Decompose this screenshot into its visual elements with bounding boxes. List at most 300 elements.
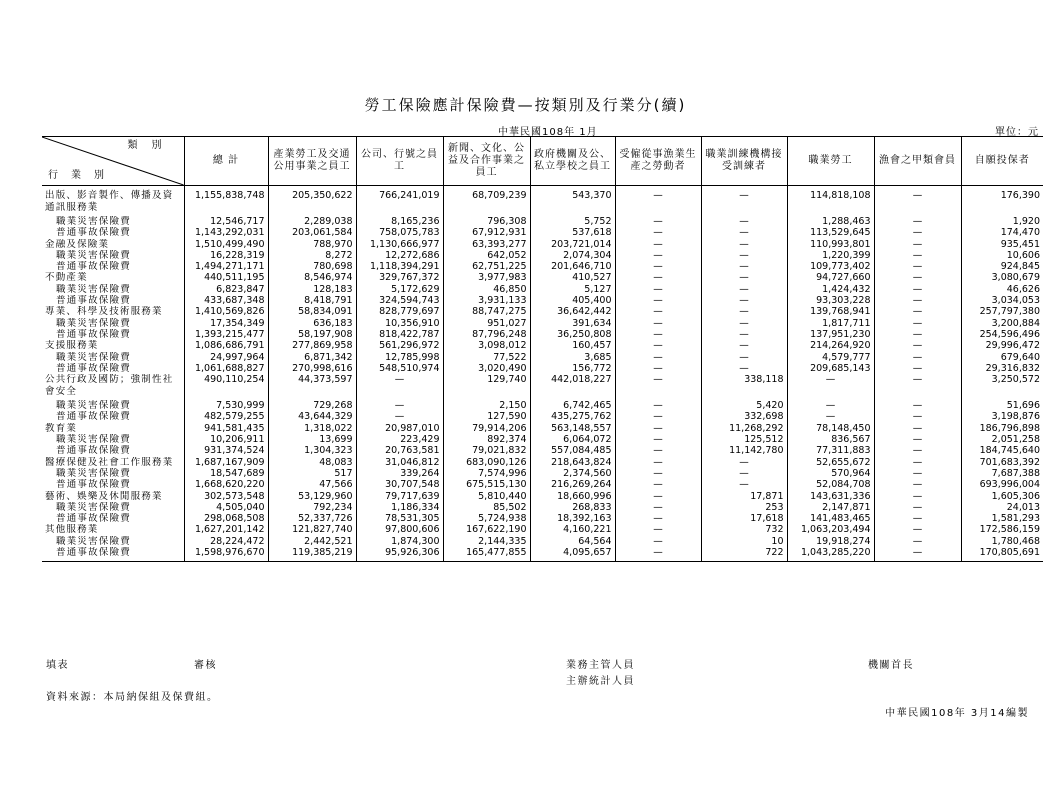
table-row xyxy=(42,227,1043,238)
table-cell: — xyxy=(615,272,701,283)
table-cell: 561,296,972 xyxy=(356,340,443,351)
table-cell: 3,098,012 xyxy=(443,340,530,351)
table-cell: 205,350,622 xyxy=(268,186,356,217)
table-cell: 892,374 xyxy=(443,434,530,445)
table-cell: 5,810,440 xyxy=(443,491,530,502)
table-cell: 482,579,255 xyxy=(184,411,268,422)
table-cell: — xyxy=(874,306,961,317)
table-cell: — xyxy=(701,318,787,329)
unit-label: 單位：元 xyxy=(995,127,1039,138)
table-cell: 94,727,660 xyxy=(787,272,874,283)
row-label: 普通事故保險費 xyxy=(56,295,131,307)
premium-table xyxy=(42,136,1043,562)
table-cell: 4,160,221 xyxy=(530,524,615,535)
table-cell: 405,400 xyxy=(530,295,615,306)
table-cell: 88,747,275 xyxy=(443,306,530,317)
table-cell: — xyxy=(874,363,961,374)
footer-review: 審核 xyxy=(194,660,217,671)
table-cell: 17,871 xyxy=(701,491,787,502)
col-header: 受僱從事漁業生產之勞動者 xyxy=(615,137,701,186)
table-cell: 324,594,743 xyxy=(356,295,443,306)
table-row xyxy=(42,491,1043,502)
footer-supervisor: 業務主管人員 xyxy=(566,660,635,671)
table-cell: 31,046,812 xyxy=(356,457,443,468)
table-cell: — xyxy=(874,491,961,502)
table-cell: — xyxy=(615,250,701,261)
table-cell: 113,529,645 xyxy=(787,227,874,238)
table-cell: 1,510,499,490 xyxy=(184,239,268,250)
table-row xyxy=(42,536,1043,547)
table-cell: 184,745,640 xyxy=(961,445,1043,456)
corner-industry-label: 行業別 xyxy=(48,170,117,181)
row-label: 職業災害保險費 xyxy=(56,351,131,363)
table-cell: — xyxy=(874,434,961,445)
table-cell: — xyxy=(615,400,701,411)
table-cell: 3,198,876 xyxy=(961,411,1043,422)
table-cell: — xyxy=(701,227,787,238)
table-cell: 24,997,964 xyxy=(184,352,268,363)
table-cell: — xyxy=(701,239,787,250)
table-cell: — xyxy=(874,250,961,261)
table-cell: — xyxy=(615,306,701,317)
table-cell: 332,698 xyxy=(701,411,787,422)
table-cell: — xyxy=(874,547,961,562)
table-cell: 931,374,524 xyxy=(184,445,268,456)
table-cell: 1,627,201,142 xyxy=(184,524,268,535)
table-cell: 951,027 xyxy=(443,318,530,329)
table-row xyxy=(42,216,1043,227)
table-cell: — xyxy=(874,216,961,227)
table-row xyxy=(42,295,1043,306)
table-cell: — xyxy=(615,227,701,238)
table-cell: 125,512 xyxy=(701,434,787,445)
table-cell: 563,148,557 xyxy=(530,423,615,434)
table-cell: 8,418,791 xyxy=(268,295,356,306)
table-row xyxy=(42,239,1043,250)
table-row xyxy=(42,374,1043,400)
table-cell: 268,833 xyxy=(530,502,615,513)
table-cell: 52,084,708 xyxy=(787,479,874,490)
row-label: 職業災害保險費 xyxy=(56,535,131,547)
table-row xyxy=(42,423,1043,434)
table-cell: 20,987,010 xyxy=(356,423,443,434)
table-cell: 2,144,335 xyxy=(443,536,530,547)
table-cell: 537,618 xyxy=(530,227,615,238)
table-cell: 201,646,710 xyxy=(530,261,615,272)
table-cell: 79,717,639 xyxy=(356,491,443,502)
table-cell: 218,643,824 xyxy=(530,457,615,468)
table-cell: 543,370 xyxy=(530,186,615,217)
table-cell: 941,581,435 xyxy=(184,423,268,434)
table-cell: 47,566 xyxy=(268,479,356,490)
table-cell: 1,605,306 xyxy=(961,491,1043,502)
table-cell: 339,264 xyxy=(356,468,443,479)
table-cell: 683,090,126 xyxy=(443,457,530,468)
table-cell: — xyxy=(874,411,961,422)
table-cell: 8,165,236 xyxy=(356,216,443,227)
table-cell: — xyxy=(356,400,443,411)
table-row xyxy=(42,352,1043,363)
table-cell: — xyxy=(615,434,701,445)
table-row xyxy=(42,547,1043,562)
table-cell: 139,768,941 xyxy=(787,306,874,317)
table-row xyxy=(42,502,1043,513)
table-cell: 10 xyxy=(701,536,787,547)
row-label: 醫療保健及社會工作服務業 xyxy=(45,456,174,468)
table-cell: 3,250,572 xyxy=(961,374,1043,400)
table-cell: 517 xyxy=(268,468,356,479)
row-label: 普通事故保險費 xyxy=(56,261,131,273)
table-cell: — xyxy=(787,400,874,411)
table-cell: 924,845 xyxy=(961,261,1043,272)
table-cell: — xyxy=(615,284,701,295)
table-cell: 203,061,584 xyxy=(268,227,356,238)
table-cell: 11,268,292 xyxy=(701,423,787,434)
table-cell: 935,451 xyxy=(961,239,1043,250)
table-cell: 3,977,983 xyxy=(443,272,530,283)
table-row xyxy=(42,284,1043,295)
table-cell: 62,751,225 xyxy=(443,261,530,272)
table-cell: — xyxy=(356,374,443,400)
table-cell: 3,080,679 xyxy=(961,272,1043,283)
table-cell: 77,311,883 xyxy=(787,445,874,456)
table-cell: 5,172,629 xyxy=(356,284,443,295)
table-cell: 160,457 xyxy=(530,340,615,351)
table-cell: 1,687,167,909 xyxy=(184,457,268,468)
table-cell: 29,996,472 xyxy=(961,340,1043,351)
table-cell: 1,393,215,477 xyxy=(184,329,268,340)
table-cell: 410,527 xyxy=(530,272,615,283)
table-cell: 8,546,974 xyxy=(268,272,356,283)
table-cell: 167,622,190 xyxy=(443,524,530,535)
table-cell: 788,970 xyxy=(268,239,356,250)
table-row xyxy=(42,272,1043,283)
table-cell: 114,818,108 xyxy=(787,186,874,217)
row-label: 職業災害保險費 xyxy=(56,434,131,446)
table-cell: 67,912,931 xyxy=(443,227,530,238)
table-cell: 1,186,334 xyxy=(356,502,443,513)
table-cell: 7,574,996 xyxy=(443,468,530,479)
table-cell: — xyxy=(701,250,787,261)
table-cell: 6,823,847 xyxy=(184,284,268,295)
table-cell: 1,143,292,031 xyxy=(184,227,268,238)
table-row xyxy=(42,318,1043,329)
row-label: 職業災害保險費 xyxy=(56,216,131,227)
table-cell: — xyxy=(701,216,787,227)
table-cell: 46,850 xyxy=(443,284,530,295)
table-cell: 270,998,616 xyxy=(268,363,356,374)
table-cell: 58,197,908 xyxy=(268,329,356,340)
table-cell: 95,926,306 xyxy=(356,547,443,562)
table-cell: — xyxy=(874,423,961,434)
table-cell: 53,129,960 xyxy=(268,491,356,502)
table-cell: 13,699 xyxy=(268,434,356,445)
table-cell: 548,510,974 xyxy=(356,363,443,374)
table-cell: 1,118,394,291 xyxy=(356,261,443,272)
table-cell: 51,696 xyxy=(961,400,1043,411)
table-cell: — xyxy=(615,468,701,479)
table-cell: — xyxy=(874,329,961,340)
table-cell: — xyxy=(615,363,701,374)
table-row xyxy=(42,513,1043,524)
table-cell: 2,051,258 xyxy=(961,434,1043,445)
table-cell: 636,183 xyxy=(268,318,356,329)
table-cell: 46,626 xyxy=(961,284,1043,295)
table-cell: 1,061,688,827 xyxy=(184,363,268,374)
table-row xyxy=(42,340,1043,351)
table-cell: 18,660,996 xyxy=(530,491,615,502)
table-cell: 1,043,285,220 xyxy=(787,547,874,562)
col-header: 新聞、文化、公益及合作事業之員工 xyxy=(443,137,530,186)
table-cell: 110,993,801 xyxy=(787,239,874,250)
table-cell: — xyxy=(615,329,701,340)
table-row xyxy=(42,250,1043,261)
table-cell: — xyxy=(701,295,787,306)
table-cell: 1,424,432 xyxy=(787,284,874,295)
table-cell: — xyxy=(874,261,961,272)
row-label: 公共行政及國防；強制性社會安全 xyxy=(45,374,174,398)
table-cell: — xyxy=(615,445,701,456)
table-cell: 10,606 xyxy=(961,250,1043,261)
row-label: 藝術、娛樂及休閒服務業 xyxy=(45,490,163,502)
table-cell: — xyxy=(701,352,787,363)
table-cell: 87,796,248 xyxy=(443,329,530,340)
row-label: 專業、科學及技術服務業 xyxy=(45,306,163,318)
table-cell: 2,150 xyxy=(443,400,530,411)
table-cell: — xyxy=(874,457,961,468)
table-cell: 44,373,597 xyxy=(268,374,356,400)
table-cell: — xyxy=(615,513,701,524)
table-cell: 7,687,388 xyxy=(961,468,1043,479)
table-cell: 18,547,689 xyxy=(184,468,268,479)
table-cell: — xyxy=(874,400,961,411)
col-header: 政府機關及公、私立學校之員工 xyxy=(530,137,615,186)
table-cell: 216,269,264 xyxy=(530,479,615,490)
table-cell: 1,598,976,670 xyxy=(184,547,268,562)
table-cell: 722 xyxy=(701,547,787,562)
table-cell: 79,021,832 xyxy=(443,445,530,456)
table-cell: 257,797,380 xyxy=(961,306,1043,317)
table-cell: 302,573,548 xyxy=(184,491,268,502)
table-cell: 30,707,548 xyxy=(356,479,443,490)
table-cell: 1,920 xyxy=(961,216,1043,227)
table-row xyxy=(42,400,1043,411)
table-cell: — xyxy=(615,239,701,250)
table-cell: 52,655,672 xyxy=(787,457,874,468)
table-cell: 36,642,442 xyxy=(530,306,615,317)
table-cell: — xyxy=(615,261,701,272)
row-label: 普通事故保險費 xyxy=(42,547,184,562)
table-cell: 172,586,159 xyxy=(961,524,1043,535)
table-cell: — xyxy=(874,186,961,217)
row-label: 不動產業 xyxy=(45,272,88,284)
row-label: 職業災害保險費 xyxy=(56,249,131,261)
table-cell: — xyxy=(787,374,874,400)
table-cell: 121,827,740 xyxy=(268,524,356,535)
table-cell: — xyxy=(701,340,787,351)
table-cell: 174,470 xyxy=(961,227,1043,238)
table-cell: — xyxy=(874,513,961,524)
table-cell: 391,634 xyxy=(530,318,615,329)
table-cell: 143,631,336 xyxy=(787,491,874,502)
table-cell: — xyxy=(874,340,961,351)
row-label: 職業災害保險費 xyxy=(56,467,131,479)
table-cell: — xyxy=(615,216,701,227)
table-row xyxy=(42,363,1043,374)
table-cell: 1,817,711 xyxy=(787,318,874,329)
table-cell: 1,581,293 xyxy=(961,513,1043,524)
table-cell: — xyxy=(701,261,787,272)
table-cell: — xyxy=(874,445,961,456)
table-cell: 78,531,305 xyxy=(356,513,443,524)
table-cell: 77,522 xyxy=(443,352,530,363)
table-cell: 818,422,787 xyxy=(356,329,443,340)
table-cell: — xyxy=(356,411,443,422)
col-header: 職業訓練機構接受訓練者 xyxy=(701,137,787,186)
table-cell: — xyxy=(874,374,961,400)
table-row xyxy=(42,329,1043,340)
table-body xyxy=(42,186,1043,562)
table-cell: 4,579,777 xyxy=(787,352,874,363)
table-cell: 557,084,485 xyxy=(530,445,615,456)
table-cell: 6,871,342 xyxy=(268,352,356,363)
table-cell: 1,874,300 xyxy=(356,536,443,547)
table-cell: 12,272,686 xyxy=(356,250,443,261)
table-cell: 43,644,329 xyxy=(268,411,356,422)
table-cell: 97,800,606 xyxy=(356,524,443,535)
table-cell: 2,289,038 xyxy=(268,216,356,227)
row-label: 普通事故保險費 xyxy=(56,411,131,423)
table-cell: — xyxy=(615,411,701,422)
table-row xyxy=(42,479,1043,490)
table-cell: 68,709,239 xyxy=(443,186,530,217)
table-cell: 11,142,780 xyxy=(701,445,787,456)
table-cell: — xyxy=(701,306,787,317)
col-header: 產業勞工及交通公用事業之員工 xyxy=(268,137,356,186)
row-label: 普通事故保險費 xyxy=(56,362,131,374)
table-cell: 165,477,855 xyxy=(443,547,530,562)
table-cell: 253 xyxy=(701,502,787,513)
table-cell: 570,964 xyxy=(787,468,874,479)
table-cell: 63,393,277 xyxy=(443,239,530,250)
footer-head: 機關首長 xyxy=(868,660,914,671)
table-cell: 170,805,691 xyxy=(961,547,1043,562)
report-title: 勞工保險應計保險費—按類別及行業分(續) xyxy=(364,96,687,114)
col-header: 自願投保者 xyxy=(961,137,1043,186)
table-cell: 780,698 xyxy=(268,261,356,272)
table-cell: 186,796,898 xyxy=(961,423,1043,434)
table-cell: — xyxy=(874,239,961,250)
col-header: 漁會之甲類會員 xyxy=(874,137,961,186)
table-cell: — xyxy=(701,272,787,283)
table-cell: 298,068,508 xyxy=(184,513,268,524)
table-cell: 7,530,999 xyxy=(184,400,268,411)
table-cell: 277,869,958 xyxy=(268,340,356,351)
table-cell: 642,052 xyxy=(443,250,530,261)
row-label: 普通事故保險費 xyxy=(56,479,131,491)
table-cell: 128,183 xyxy=(268,284,356,295)
table-cell: 758,075,783 xyxy=(356,227,443,238)
table-cell: 1,155,838,748 xyxy=(184,186,268,217)
table-cell: — xyxy=(874,227,961,238)
table-cell: 828,779,697 xyxy=(356,306,443,317)
table-cell: 36,250,808 xyxy=(530,329,615,340)
footer-statistician: 主辦統計人員 xyxy=(566,676,635,687)
table-cell: — xyxy=(874,524,961,535)
table-cell: 64,564 xyxy=(530,536,615,547)
table-row xyxy=(42,186,1043,217)
table-cell: — xyxy=(874,272,961,283)
table-cell: 29,316,832 xyxy=(961,363,1043,374)
report-period: 中華民國108年 1月 xyxy=(498,127,598,138)
table-cell: — xyxy=(615,318,701,329)
table-cell: 5,420 xyxy=(701,400,787,411)
table-cell: 4,505,040 xyxy=(184,502,268,513)
table-cell: 2,442,521 xyxy=(268,536,356,547)
table-cell: 329,767,372 xyxy=(356,272,443,283)
table-cell: 1,304,323 xyxy=(268,445,356,456)
table-cell: 3,200,884 xyxy=(961,318,1043,329)
row-label: 職業災害保險費 xyxy=(56,283,131,295)
table-row xyxy=(42,445,1043,456)
table-cell: — xyxy=(615,524,701,535)
table-cell: 58,834,091 xyxy=(268,306,356,317)
table-cell: 1,410,569,826 xyxy=(184,306,268,317)
table-row xyxy=(42,434,1043,445)
table-cell: 6,064,072 xyxy=(530,434,615,445)
table-cell: — xyxy=(615,423,701,434)
table-cell: 137,951,230 xyxy=(787,329,874,340)
table-cell: — xyxy=(874,502,961,513)
row-label: 職業災害保險費 xyxy=(56,400,131,412)
row-label: 支援服務業 xyxy=(45,340,99,352)
table-cell: 223,429 xyxy=(356,434,443,445)
table-cell: 1,668,620,220 xyxy=(184,479,268,490)
table-cell: 52,337,726 xyxy=(268,513,356,524)
row-label: 普通事故保險費 xyxy=(56,445,131,457)
row-label: 金融及保險業 xyxy=(45,238,110,250)
table-cell: 8,272 xyxy=(268,250,356,261)
table-cell: 766,241,019 xyxy=(356,186,443,217)
table-cell: — xyxy=(615,352,701,363)
table-cell: — xyxy=(615,547,701,562)
table-cell: 836,567 xyxy=(787,434,874,445)
col-header: 公司、行號之員工 xyxy=(356,137,443,186)
table-cell: 338,118 xyxy=(701,374,787,400)
table-cell: 3,034,053 xyxy=(961,295,1043,306)
table-cell: 85,502 xyxy=(443,502,530,513)
table-cell: 10,356,910 xyxy=(356,318,443,329)
row-label: 普通事故保險費 xyxy=(56,227,131,239)
table-cell: 28,224,472 xyxy=(184,536,268,547)
table-cell: 2,374,560 xyxy=(530,468,615,479)
table-cell: 1,130,666,977 xyxy=(356,239,443,250)
table-cell: 17,618 xyxy=(701,513,787,524)
table-cell: 490,110,254 xyxy=(184,374,268,400)
table-cell: — xyxy=(874,318,961,329)
table-cell: — xyxy=(874,479,961,490)
table-cell: — xyxy=(615,536,701,547)
footer-fill: 填表 xyxy=(46,660,69,671)
table-cell: 440,511,195 xyxy=(184,272,268,283)
table-cell: — xyxy=(615,340,701,351)
table-cell: — xyxy=(615,502,701,513)
table-cell: 792,234 xyxy=(268,502,356,513)
table-cell: 3,685 xyxy=(530,352,615,363)
table-cell: 4,095,657 xyxy=(530,547,615,562)
row-label: 普通事故保險費 xyxy=(56,328,131,340)
table-cell: — xyxy=(701,363,787,374)
